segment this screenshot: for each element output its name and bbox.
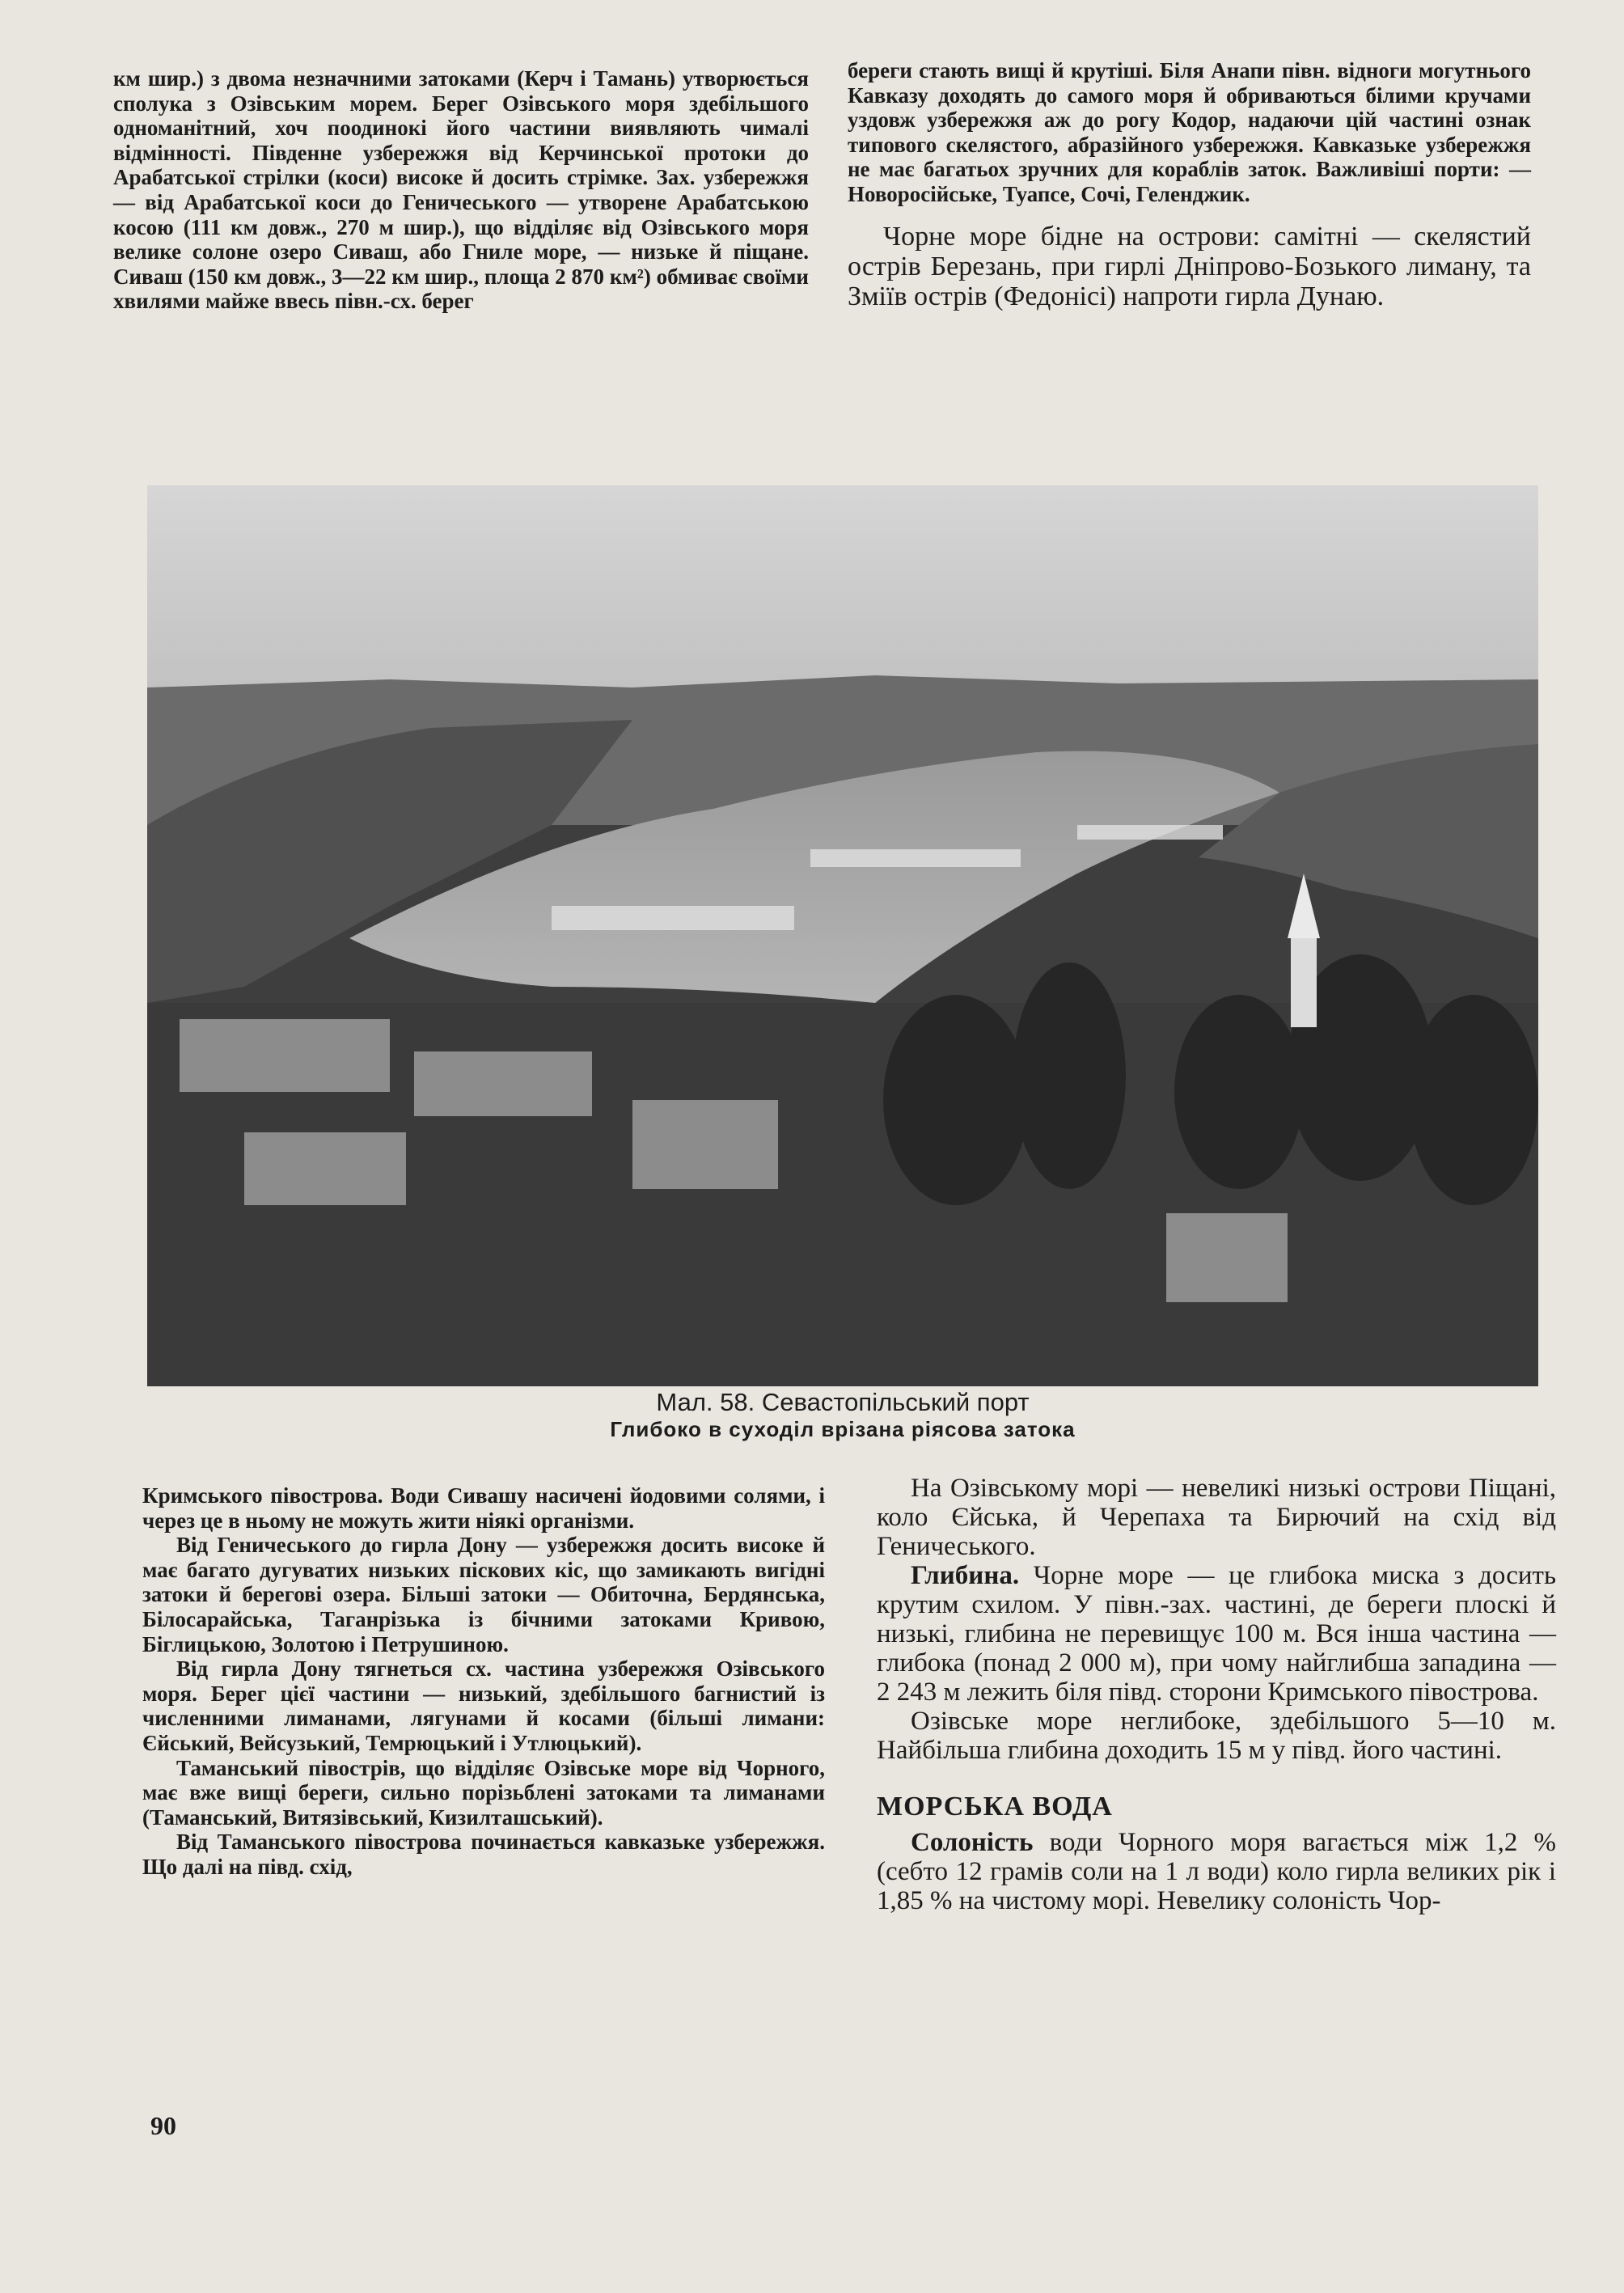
paragraph-text: Чорне море — це глибока миска з досить крутим схилом. У півн.-зах. частині, де береги плоскі й низькі, глибина не перевищує 100 м. Вся інша частина — глибока (понад 2 000 м), при чому найглибша западина — 2 243 м лежить біля півд. сторони Кримського півострова. [877,1561,1556,1707]
paragraph: На Озівському морі — невеликі низькі острови Піщані, коло Єйська, й Черепаха та Бирючий на схід від Геничеського. [877,1474,1556,1561]
page-number: 90 [150,2111,176,2140]
depth-paragraph [877,1561,1556,1707]
depth-label: Глибина. [911,1561,1020,1590]
top-right-column [848,58,1531,311]
paragraph: Від гирла Дону тягнеться сх. частина узбережжя Озівського моря. Берег цієї частини — низький, здебільшого багнистий із численними лиманами, лягунами й косами (більші лимани: Єйський, Вейсузький, Темрюцький і Утлюцький). [142,1656,825,1755]
paragraph: Кримського півострова. Води Сивашу насичені йодовими солями, і через це в ньому не можуть жити ніякі організми. [142,1483,825,1533]
section-heading: МОРСЬКА ВОДА [877,1792,1113,1821]
paragraph: Таманський півострів, що відділяє Озівське море від Чорного, має вже вищі береги, сильно порізьблені затоками та лиманами (Таманський, Витязівський, Кизилташський). [142,1755,825,1830]
bottom-right-column [877,1474,1556,1915]
figure-caption-subtitle: Глибоко в суходіл врізана ріясова затока [610,1417,1076,1441]
figure-caption-title: Мал. 58. Севастопільський порт [656,1388,1030,1416]
photo-illustration [147,485,1538,1386]
paragraph: Чорне море бідне на острови: самітні — скелястий острів Березань, при гирлі Дніпрово-Бозького лиману, та Зміїв острів (Федонісі) напроти гирла Дунаю. [848,221,1531,311]
top-left-column [113,66,809,314]
paragraph: Озівське море неглибоке, здебільшого 5—10 м. Найбільша глибина доходить 15 м у півд. його частині. [877,1707,1556,1765]
paragraph: Від Геничеського до гирла Дону — узбережжя досить високе й має багато дугуватих низьких піскових кіс, що замикають вигідні затоки й берегові озера. Більші затоки — Обиточна, Бердянська, Білосарайська, Таганрізька із бічними затоками Кривою, Біглицькою, Золотою і Петрушиною. [142,1533,825,1656]
paragraph: береги стають вищі й крутіші. Біля Анапи півн. відноги могутнього Кавказу доходять до самого моря й обриваються білими кручами уздовж узбережжя аж до рогу Кодор, надаючи цій частині ознак типового скелястого, абразійного узбережжя. Кавказьке узбережжя не має багатьох зручних для кораблів заток. Важливіші порти: — Новоросійське, Туапсе, Сочі, Геленджик. [848,58,1531,206]
paragraph: км шир.) з двома незначними затоками (Керч і Тамань) утворюється сполука з Озівським морем. Берег Озівського моря здебільшого одноманітний, хоч поодинокі його частини виявляють чималі відмінності. Південне узбережжя від Керчинської протоки до Арабатської стрілки (коси) високе й досить стрімке. Зах. узбережжя — від Арабатської коси до Геничеського — утворене Арабатською косою (111 км довж., 270 м шир.), що відділяє від Озівського моря велике солоне озеро Сиваш, або Гниле море, — низьке й піщане. Сиваш (150 км довж., 3—22 км шир., площа 2 870 км²) обмиває своїми хвилями майже ввесь півн.-сх. берег [113,66,809,314]
bottom-left-column [142,1483,825,1880]
paragraph-text: води Чорного моря вагається між 1,2 % (себто 12 грамів соли на 1 л води) коло гирла великих рік і 1,85 % на чистому морі. Невелику солоність Чор- [877,1828,1557,1915]
salinity-label: Солоність [911,1828,1034,1857]
sevastopol-port-photo [147,485,1538,1386]
paragraph: Від Таманського півострова починається кавказьке узбережжя. Що далі на півд. схід, [142,1830,825,1879]
salinity-paragraph [877,1828,1556,1915]
